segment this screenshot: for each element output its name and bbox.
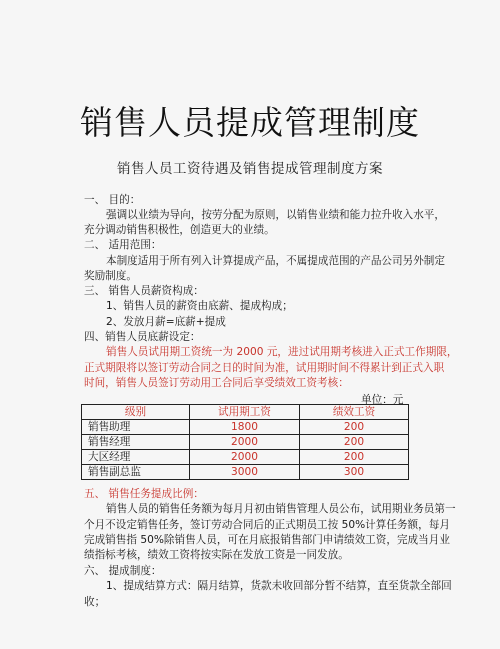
section-2-line-2: 奖励制度。 [84, 270, 137, 282]
row-probation-salary: 2000 [190, 450, 300, 465]
section-4-line-2: 正式期限将以签订劳动合同之日的时间为准，试用期时间不得累计到正式入职 [84, 362, 445, 374]
row-probation-salary: 2000 [190, 435, 300, 450]
section-3-line-1: 1、销售人员的薪资由底薪、提成构成； [106, 300, 293, 312]
section-5-line-3: 完成销售指 50%除销售人员，可在月底报销售部门申请绩效工资，完成当月业 [84, 534, 450, 546]
section-2-heading: 二、 适用范围： [84, 239, 162, 251]
section-3-line-2: 2、发放月薪=底薪+提成 [106, 316, 226, 328]
section-4-heading: 四、销售人员底薪设定： [84, 331, 201, 343]
row-performance-salary: 200 [300, 420, 409, 435]
section-5-heading: 五、 销售任务提成比例： [84, 488, 204, 500]
row-performance-salary: 300 [300, 465, 409, 480]
section-1-line-1: 强调以业绩为导向，按劳分配为原则，以销售业绩和能力拉升收入水平， [106, 209, 445, 221]
section-5-line-1: 销售人员的销售任务额为每月月初由销售管理人员公布，试用期业务员第一 [106, 503, 456, 515]
section-4-line-3: 时间，销售人员签订劳动用工合同后享受绩效工资考核： [84, 377, 349, 389]
section-6-line-1: 1、提成结算方式：隔月结算，货款未收回部分暂不结算，直至货款全部回 [106, 580, 452, 592]
table-row [82, 435, 409, 450]
header-level: 级别 [82, 405, 190, 420]
section-2-line-1: 本制度适用于所有列入计算提成产品，不属提成范围的产品公司另外制定 [106, 255, 445, 267]
table-row [82, 465, 409, 480]
table-row [82, 420, 409, 435]
row-level: 销售助理 [82, 420, 190, 435]
salary-table-header-row [82, 405, 409, 420]
row-probation-salary: 1800 [190, 420, 300, 435]
document-title: 销售人员提成管理制度 [80, 103, 420, 142]
section-1-heading: 一、 目的： [84, 194, 141, 206]
row-performance-salary: 200 [300, 450, 409, 465]
salary-table [81, 404, 409, 480]
header-probation-salary: 试用期工资 [190, 405, 300, 420]
section-3-heading: 三、 销售人员薪资构成： [84, 285, 204, 297]
header-performance-salary: 绩效工资 [300, 405, 409, 420]
section-1-line-2: 充分调动销售积极性，创造更大的业绩。 [84, 224, 275, 236]
section-4-line-1: 销售人员试用期工资统一为 2000 元，进过试用期考核进入正式工作期限， [106, 346, 458, 358]
section-6-line-2: 收； [84, 596, 106, 608]
row-level: 销售副总监 [82, 465, 190, 480]
row-level: 大区经理 [82, 450, 190, 465]
row-probation-salary: 3000 [190, 465, 300, 480]
section-5-line-4: 绩指标考核，绩效工资将按实际在发放工资是一同发放。 [84, 549, 349, 561]
document-subtitle: 销售人员工资待遇及销售提成管理制度方案 [117, 161, 383, 177]
row-performance-salary: 200 [300, 435, 409, 450]
section-5-line-2: 个月不设定销售任务，签订劳动合同后的正式期员工按 50%计算任务额，每月 [84, 519, 450, 531]
table-row [82, 450, 409, 465]
row-level: 销售经理 [82, 435, 190, 450]
section-6-heading: 六、 提成制度： [84, 565, 162, 577]
table-unit-label: 单位：元 [361, 394, 404, 406]
